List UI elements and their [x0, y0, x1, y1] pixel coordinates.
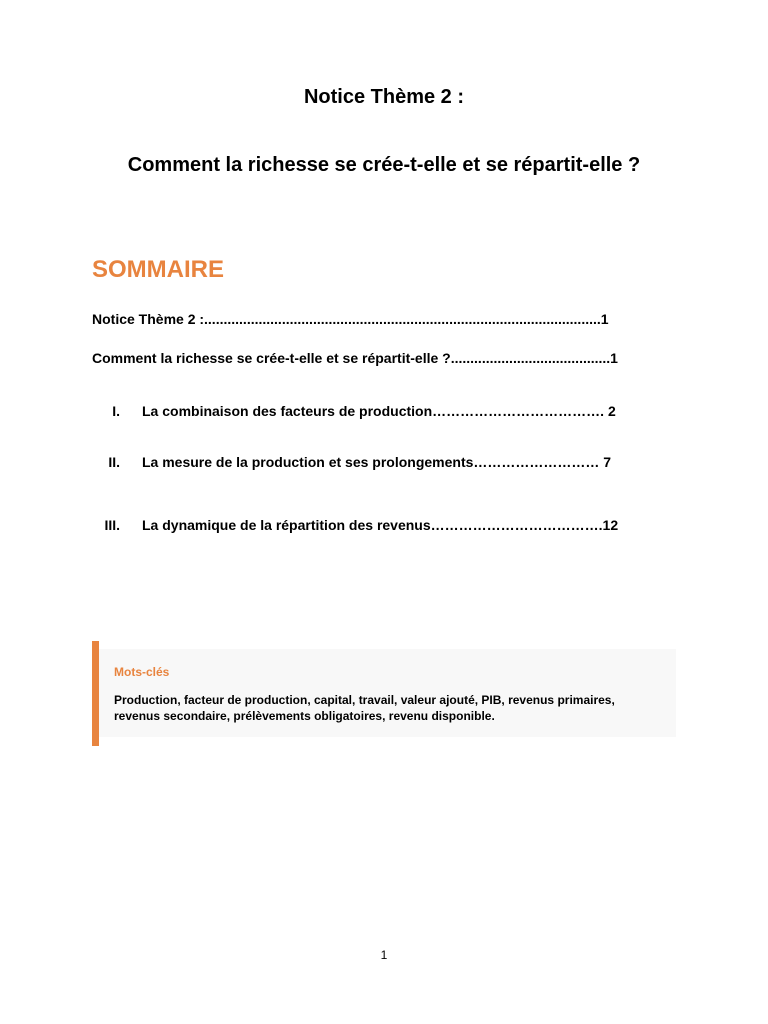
- toc-section-number: I.: [112, 403, 120, 419]
- toc-entry-section-2[interactable]: [92, 454, 677, 470]
- toc-entry-section-3[interactable]: [92, 517, 677, 533]
- toc-section-title: La mesure de la production et ses prolongements……………………… 7: [142, 454, 612, 470]
- page-number: 1: [380, 948, 388, 962]
- document-title: Notice Thème 2 :: [303, 86, 465, 108]
- keywords-text: Production, facteur de production, capital, travail, valeur ajouté, PIB, revenus primaires, revenus secondaire, prélèvements obligatoires, revenu disponible.: [114, 693, 615, 723]
- toc-section-number: III.: [104, 517, 120, 533]
- toc-section-title: La dynamique de la répartition des revenus……………………………….12: [142, 517, 619, 533]
- document-subtitle: Comment la richesse se crée-t-elle et se répartit-elle ?: [127, 154, 641, 176]
- keywords-accent-bar: [92, 641, 99, 746]
- keywords-title: Mots-clés: [114, 665, 170, 679]
- toc-entry-question[interactable]: Comment la richesse se crée-t-elle et se répartit-elle ?.........................................1: [92, 350, 618, 366]
- toc-entry-notice[interactable]: Notice Thème 2 :......................................................................................................1: [92, 311, 609, 327]
- toc-section-number: II.: [108, 454, 120, 470]
- toc-entry-section-1[interactable]: [92, 403, 677, 419]
- toc-section-title: La combinaison des facteurs de production………………………………. 2: [142, 403, 616, 419]
- summary-heading: SOMMAIRE: [92, 256, 224, 283]
